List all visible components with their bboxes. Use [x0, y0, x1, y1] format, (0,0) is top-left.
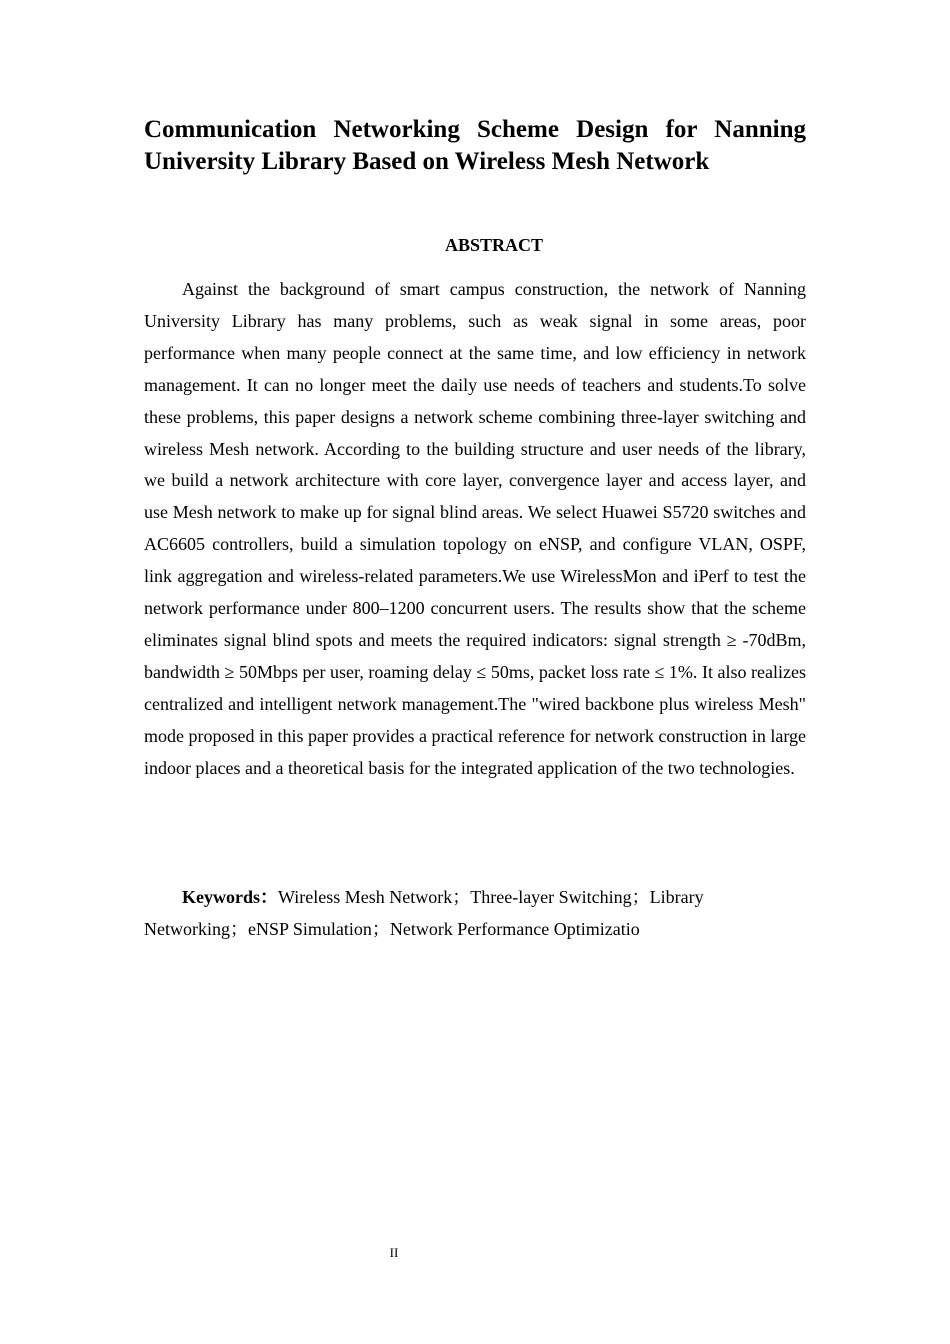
- keywords-text: Wireless Mesh Network；Three-layer Switching；Library Networking；eNSP Simulation；Network Performance Optimizatio: [144, 887, 704, 939]
- keywords-label: Keywords：: [182, 887, 278, 907]
- paper-title: Communication Networking Scheme Design for Nanning University Library Based on Wireless Mesh Network: [144, 116, 806, 175]
- page-number: II: [389, 1245, 399, 1260]
- abstract-body: Against the background of smart campus construction, the network of Nanning University Library has many problems, such as weak signal in some areas, poor performance when many people connect at the same time, and low efficiency in network management. It can no longer meet the daily use needs of teachers and students.To solve these problems, this paper designs a network scheme combining three-layer switching and wireless Mesh network. According to the building structure and user needs of the library, we build a network architecture with core layer, convergence layer and access layer, and use Mesh network to make up for signal blind areas. We select Huawei S5720 switches and AC6605 controllers, build a simulation topology on eNSP, and configure VLAN, OSPF, link aggregation and wireless-related parameters.We use WirelessMon and iPerf to test the network performance under 800–1200 concurrent users. The results show that the scheme eliminates signal blind spots and meets the required indicators: signal strength ≥ -70dBm, bandwidth ≥ 50Mbps per user, roaming delay ≤ 50ms, packet loss rate ≤ 1%. It also realizes centralized and intelligent network management.The "wired backbone plus wireless Mesh" mode proposed in this paper provides a practical reference for network construction in large indoor places and a theoretical basis for the integrated application of the two technologies.: [144, 279, 806, 778]
- keywords-paragraph: [144, 881, 744, 945]
- abstract-heading: ABSTRACT: [444, 235, 544, 255]
